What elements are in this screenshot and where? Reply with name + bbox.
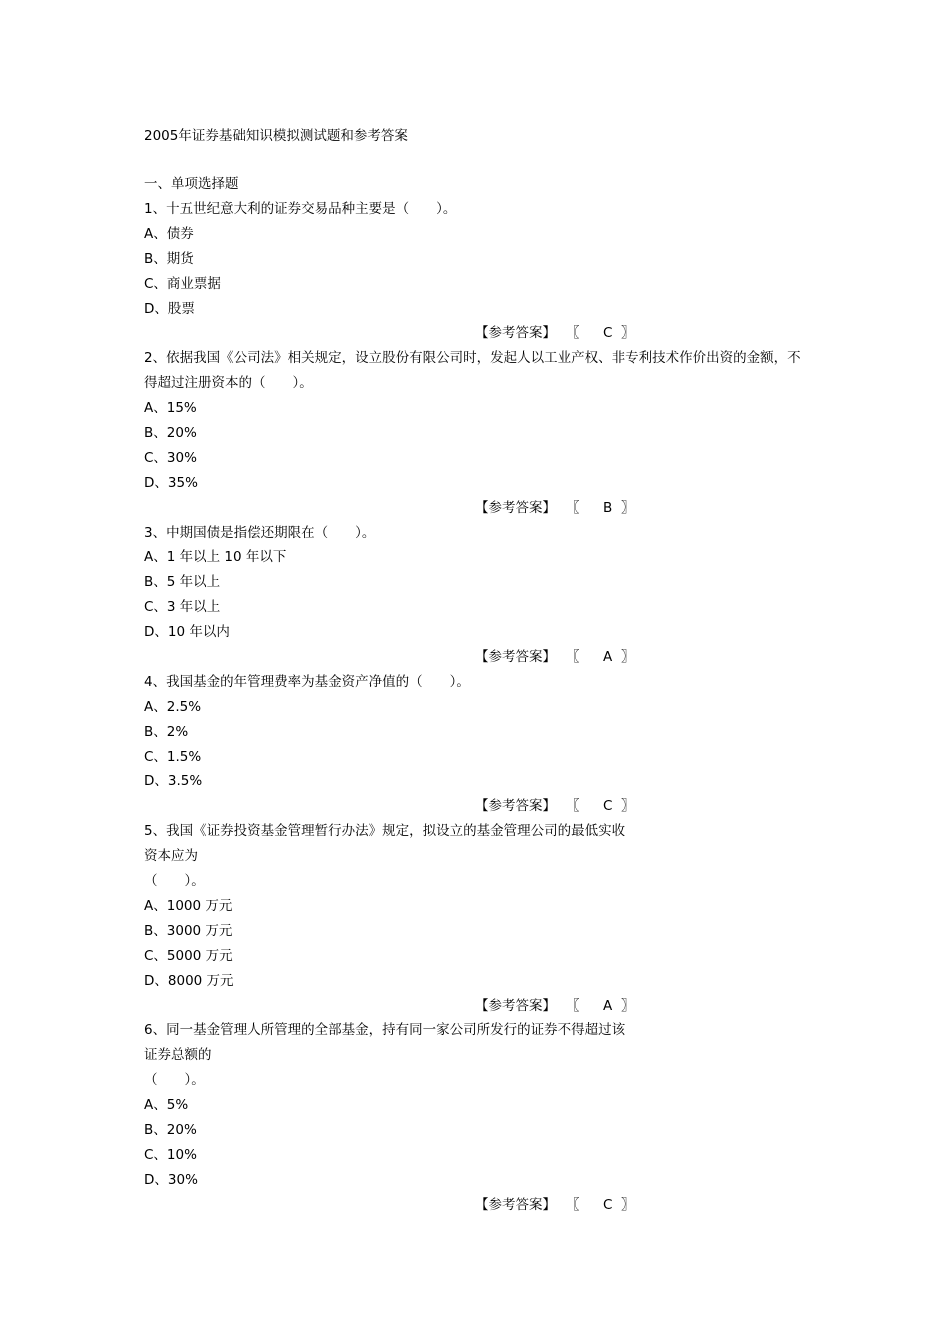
question-stem-line: 1、十五世纪意大利的证券交易品种主要是（ ）。 <box>144 201 457 217</box>
question-stem-line: 6、同一基金管理人所管理的全部基金，持有同一家公司所发行的证券不得超过该 <box>144 1022 626 1039</box>
question-stem-line: 得超过注册资本的（ ）。 <box>144 375 313 392</box>
question-stem-line: 2、依据我国《公司法》相关规定，设立股份有限公司时，发起人以工业产权、非专利技术作价出资的金额，不 <box>144 350 801 367</box>
answer-bracket-open: 〖 <box>566 325 580 342</box>
reference-answer-label: 【参考答案】 <box>475 499 556 516</box>
reference-answer-letter: C <box>603 798 613 815</box>
answer-option: B、3000 万元 <box>144 922 233 939</box>
question-stem-line: 4、我国基金的年管理费率为基金资产净值的（ ）。 <box>144 673 470 690</box>
question-block <box>144 1020 824 1219</box>
answer-option: D、3.5% <box>144 773 203 790</box>
answer-option: A、15% <box>144 400 197 417</box>
reference-answer-label: 【参考答案】 <box>475 798 556 815</box>
reference-answer-letter: A <box>603 649 613 666</box>
reference-answer <box>144 996 824 1021</box>
question-list <box>144 199 824 1220</box>
answer-bracket-open: 〖 <box>566 649 580 666</box>
answer-bracket-close: 〗 <box>621 798 635 815</box>
reference-answer <box>144 1195 824 1220</box>
answer-option: C、10% <box>144 1146 197 1163</box>
answer-bracket-open: 〖 <box>566 499 580 516</box>
answer-option: A、1000 万元 <box>144 897 233 914</box>
reference-answer-label: 【参考答案】 <box>475 1196 556 1213</box>
answer-option: A、1 年以上 10 年以下 <box>144 549 287 566</box>
question-block <box>144 672 824 821</box>
reference-answer-letter: C <box>603 325 613 342</box>
answer-option: C、3 年以上 <box>144 599 221 616</box>
question-block <box>144 199 824 348</box>
document-title: 2005年证券基础知识模拟测试题和参考答案 <box>144 128 408 144</box>
answer-option: D、股票 <box>144 300 195 317</box>
answer-bracket-close: 〗 <box>621 649 635 666</box>
reference-answer-label: 【参考答案】 <box>475 997 556 1014</box>
question-stem-line: 3、中期国债是指偿还期限在（ ）。 <box>144 524 376 541</box>
answer-option: A、2.5% <box>144 698 202 715</box>
answer-option: C、30% <box>144 449 197 466</box>
answer-bracket-close: 〗 <box>621 997 635 1014</box>
section-heading: 一、单项选择题 <box>144 176 239 192</box>
question-stem-line: 5、我国《证券投资基金管理暂行办法》规定，拟设立的基金管理公司的最低实收 <box>144 823 626 840</box>
answer-bracket-open: 〖 <box>566 1196 580 1213</box>
reference-answer <box>144 647 824 672</box>
answer-option: D、35% <box>144 474 198 491</box>
question-stem-line: （ ）。 <box>144 1072 205 1089</box>
answer-bracket-close: 〗 <box>621 1196 635 1213</box>
answer-option: D、10 年以内 <box>144 624 230 641</box>
answer-option: B、期货 <box>144 250 194 267</box>
reference-answer-letter: C <box>603 1196 613 1213</box>
reference-answer <box>144 498 824 523</box>
question-block <box>144 821 824 1020</box>
question-block <box>144 348 824 522</box>
answer-option: D、8000 万元 <box>144 972 234 989</box>
question-block <box>144 523 824 672</box>
answer-option: C、1.5% <box>144 748 202 765</box>
answer-bracket-open: 〖 <box>566 798 580 815</box>
answer-option: C、5000 万元 <box>144 947 233 964</box>
answer-option: B、20% <box>144 1121 197 1138</box>
reference-answer-letter: A <box>603 997 613 1014</box>
answer-option: B、2% <box>144 723 189 740</box>
reference-answer <box>144 323 824 348</box>
question-stem-line: 资本应为 <box>144 848 198 865</box>
reference-answer-label: 【参考答案】 <box>475 325 556 342</box>
answer-bracket-close: 〗 <box>621 325 635 342</box>
reference-answer <box>144 796 824 821</box>
answer-option: A、债券 <box>144 225 194 242</box>
question-stem-line: （ ）。 <box>144 873 205 890</box>
answer-option: B、20% <box>144 425 197 442</box>
reference-answer-label: 【参考答案】 <box>475 649 556 666</box>
answer-option: A、5% <box>144 1097 189 1114</box>
answer-option: C、商业票据 <box>144 275 221 292</box>
reference-answer-letter: B <box>603 499 613 516</box>
answer-option: D、30% <box>144 1171 198 1188</box>
answer-option: B、5 年以上 <box>144 574 221 591</box>
answer-bracket-open: 〖 <box>566 997 580 1014</box>
answer-bracket-close: 〗 <box>621 499 635 516</box>
question-stem-line: 证券总额的 <box>144 1047 212 1064</box>
